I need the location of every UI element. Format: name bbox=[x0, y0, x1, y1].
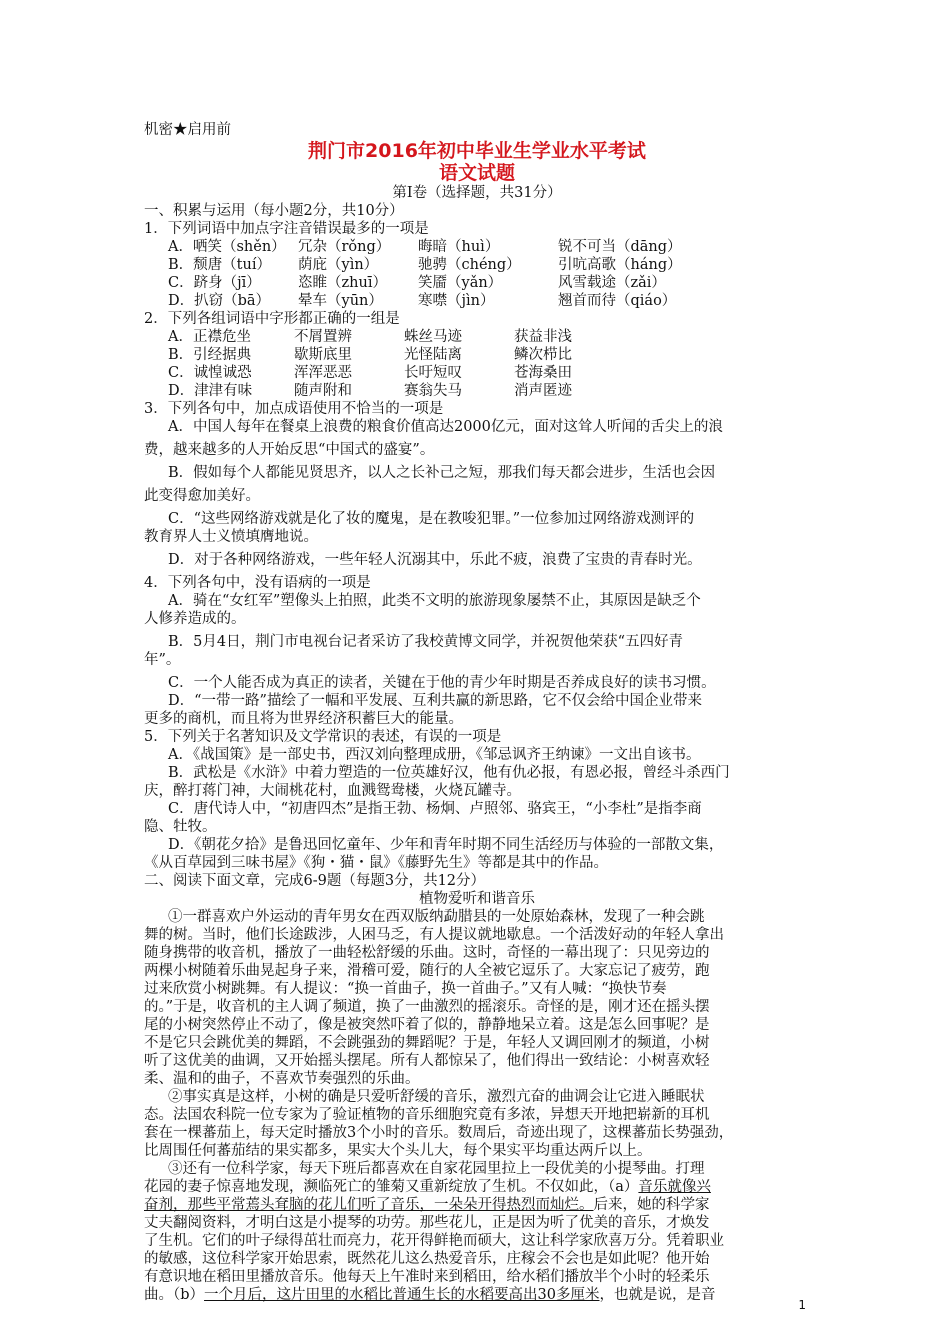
option-item: 蛛丝马迹 bbox=[404, 329, 462, 345]
option-item: D．津津有味 bbox=[168, 383, 253, 399]
paragraph-1-line: 不是它只会跳优美的舞蹈，不会跳强劲的舞蹈呢？于是，年轻人又调回刚才的频道，小树 bbox=[144, 1035, 710, 1051]
paragraph-3-text: ，也就是说，是音 bbox=[599, 1287, 716, 1303]
question-3-stem: 3．下列各句中，加点成语使用不恰当的一项是 bbox=[144, 401, 444, 417]
option-item: 寒噤（jìn） bbox=[418, 293, 495, 309]
q5-option-c: C．唐代诗人中，“初唐四杰”是指王勃、杨炯、卢照邻、骆宾王，“小李杜”是指李商 bbox=[168, 801, 702, 817]
option-item: 浑浑恶恶 bbox=[294, 365, 352, 381]
option-item: 不屑置辨 bbox=[294, 329, 352, 345]
paragraph-3-line: 的敏感，这位科学家开始思索，既然花儿这么热爱音乐，庄稼会不会也是如此呢？他开始 bbox=[144, 1251, 710, 1267]
paragraph-3-text: 曲。（b） bbox=[144, 1287, 205, 1303]
q2-option-b bbox=[144, 346, 810, 364]
option-item: 翘首而待（qiáo） bbox=[558, 293, 677, 309]
option-item: A．正襟危坐 bbox=[168, 329, 251, 345]
q3-option-c-cont: 教育界人士义愤填膺地说。 bbox=[144, 529, 318, 545]
q5-option-b: B．武松是《水浒》中着力塑造的一位英雄好汉，他有仇必报，有恩必报，曾经斗杀西门 bbox=[168, 765, 730, 781]
q5-option-d-cont: 《从百草园到三味书屋》《狗・猫・鼠》《藤野先生》等都是其中的作品。 bbox=[144, 855, 608, 871]
paragraph-3-line: 丈夫翻阅资料，才明白这是小提琴的功劳。那些花儿，正是因为听了优美的音乐，才焕发 bbox=[144, 1215, 710, 1231]
option-item: 恣睢（zhuī） bbox=[298, 275, 387, 291]
q2-option-c bbox=[144, 364, 810, 382]
option-item: 风雪载途（zǎi） bbox=[558, 275, 666, 291]
option-item: 获益非浅 bbox=[514, 329, 572, 345]
question-4-stem: 4．下列各句中，没有语病的一项是 bbox=[144, 575, 371, 591]
option-item: 光怪陆离 bbox=[404, 347, 462, 363]
q5-option-d: D．《朝花夕拾》是鲁迅回忆童年、少年和青年时期不同生活经历与体验的一部散文集， bbox=[168, 837, 724, 853]
option-item: D．扒窃（bā） bbox=[168, 293, 271, 309]
paragraph-3-text: 后来，她的科学家 bbox=[593, 1197, 710, 1213]
paragraph-1-line: ①一群喜欢户外运动的青年男女在西双版纳勐腊县的一处原始森林，发现了一种会跳 bbox=[168, 909, 705, 925]
article-title: 植物爱听和谐音乐 bbox=[419, 891, 535, 907]
q4-option-d-cont: 更多的商机，而且将为世界经济积蓄巨大的能量。 bbox=[144, 711, 463, 727]
paragraph-3-line: 了生机。它们的叶子绿得茁壮而亮力，花开得鲜艳而硕大，这让科学家欣喜万分。凭着职业 bbox=[144, 1233, 724, 1249]
option-item: B．颓唐（tuí） bbox=[168, 257, 271, 273]
option-item: 随声附和 bbox=[294, 383, 352, 399]
paragraph-2-line: ②事实真是这样，小树的确是只爱听舒缓的音乐，激烈亢奋的曲调会让它进入睡眠状 bbox=[168, 1089, 705, 1105]
paragraph-1-line: 听了这优美的曲调，又开始摇头摆尾。所有人都惊呆了，他们得出一致结论：小树喜欢轻 bbox=[144, 1053, 710, 1069]
question-2-stem: 2．下列各组词语中字形都正确的一组是 bbox=[144, 311, 400, 327]
option-item: C．诚惶诚恐 bbox=[168, 365, 252, 381]
q1-option-a bbox=[144, 238, 810, 256]
option-item: C．跻身（jī） bbox=[168, 275, 261, 291]
q3-option-a-cont: 费，越来越多的人开始反思“中国式的盛宴”。 bbox=[144, 442, 435, 458]
exam-title: 荆门市2016年初中毕业生学业水平考试 bbox=[308, 140, 646, 162]
part-heading: 第Ⅰ卷（选择题，共31分） bbox=[392, 185, 562, 201]
q5-option-c-cont: 隐、牡牧。 bbox=[144, 819, 217, 835]
q3-option-a: A．中国人每年在餐桌上浪费的粮食价值高达2000亿元，面对这耸人听闻的舌尖上的浪 bbox=[168, 419, 723, 435]
paragraph-1-line: 柔、温和的曲子，不喜欢节奏强烈的乐曲。 bbox=[144, 1071, 420, 1087]
paragraph-3-line: ③还有一位科学家，每天下班后都喜欢在自家花园里拉上一段优美的小提琴曲。打理 bbox=[168, 1161, 705, 1177]
option-item: B．引经据典 bbox=[168, 347, 252, 363]
option-item: 赛翁失马 bbox=[404, 383, 462, 399]
q4-option-b-cont: 年”。 bbox=[144, 652, 181, 668]
q2-option-a bbox=[144, 328, 810, 346]
q4-option-d: D．“一带一路”描绘了一幅和平发展、互利共赢的新思路，它不仅会给中国企业带来 bbox=[168, 693, 702, 709]
paragraph-2-line: 套在一棵蕃茄上，每天定时播放3个小时的音乐。数周后，奇迹出现了，这棵蕃茄长势强劲， bbox=[144, 1125, 734, 1141]
q3-option-b-cont: 此变得愈加美好。 bbox=[144, 488, 260, 504]
q1-option-b bbox=[144, 256, 810, 274]
paragraph-3-line bbox=[144, 1196, 810, 1214]
option-item: 苍海桑田 bbox=[514, 365, 572, 381]
confidential-label: 机密★启用前 bbox=[144, 122, 231, 138]
option-item: A．哂笑（shěn） bbox=[168, 239, 286, 255]
underlined-sentence-a: 音乐就像兴 bbox=[638, 1179, 711, 1195]
option-item: 锐不可当（dāng） bbox=[558, 239, 682, 255]
paragraph-3-line bbox=[144, 1286, 810, 1304]
option-item: 鳞次栉比 bbox=[514, 347, 572, 363]
q4-option-b: B．5月4日，荆门市电视台记者采访了我校黄博文同学，并祝贺他荣获“五四好青 bbox=[168, 634, 684, 650]
option-item: 冗杂（rǒng） bbox=[298, 239, 391, 255]
paragraph-1-line: 过来欣赏小树跳舞。有人提议：“换一首曲子，换一首曲子。”又有人喊：“换快节奏 bbox=[144, 981, 667, 997]
page-number: 1 bbox=[798, 1298, 806, 1312]
q1-option-d bbox=[144, 292, 810, 310]
q2-option-d bbox=[144, 382, 810, 400]
option-item: 晦暗（huì） bbox=[418, 239, 500, 255]
question-5-stem: 5．下列关于名著知识及文学常识的表述，有误的一项是 bbox=[144, 729, 502, 745]
option-item: 荫庇（yìn） bbox=[298, 257, 379, 273]
option-item: 引吭高歌（háng） bbox=[558, 257, 682, 273]
q4-option-c: C．一个人能否成为真正的读者，关键在于他的青少年时期是否养成良好的读书习惯。 bbox=[168, 675, 716, 691]
underlined-sentence-a-cont: 奋剂，那些平常蔫头耷脑的花儿们听了音乐，一朵朵开得热烈而灿烂。 bbox=[144, 1197, 594, 1213]
q4-option-a: A．骑在“女红军”塑像头上拍照，此类不文明的旅游现象屡禁不止，其原因是缺乏个 bbox=[168, 593, 701, 609]
question-1-stem: 1．下列词语中加点字注音错误最多的一项是 bbox=[144, 221, 429, 237]
section1-heading: 一、积累与运用（每小题2分，共10分） bbox=[144, 203, 404, 219]
paragraph-1-line: 两棵小树随着乐曲晃起身子来，滑稽可爱，随行的人全被它逗乐了。大家忘记了疲劳，跑 bbox=[144, 963, 710, 979]
underlined-sentence-b: 一个月后，这片田里的水稻比普通生长的水稻要高出30多厘米 bbox=[204, 1287, 600, 1303]
paragraph-3-text: 花园的妻子惊喜地发现，濒临死亡的雏菊又重新绽放了生机。不仅如此，（a） bbox=[144, 1179, 639, 1195]
q1-option-c bbox=[144, 274, 810, 292]
q3-option-d: D．对于各种网络游戏，一些年轻人沉溺其中，乐此不疲，浪费了宝贵的青春时光。 bbox=[168, 552, 702, 568]
option-item: 驰骋（chéng） bbox=[418, 257, 521, 273]
q3-option-c: C．“这些网络游戏就是化了妆的魔鬼，是在教唆犯罪。”一位参加过网络游戏测评的 bbox=[168, 511, 695, 527]
option-item: 笑靥（yǎn） bbox=[418, 275, 503, 291]
paragraph-1-line: 舞的树。当时，他们长途跋涉，人困马乏，有人提议就地歇息。一个活泼好动的年轻人拿出 bbox=[144, 927, 724, 943]
option-item: 消声匿迹 bbox=[514, 383, 572, 399]
paragraph-3-line: 有意识地在稻田里播放音乐。他每天上午准时来到稻田，给水稻们播放半个小时的轻柔乐 bbox=[144, 1269, 710, 1285]
paragraph-2-line: 态。法国农科院一位专家为了验证植物的音乐细胞究竟有多浓，异想天开地把崭新的耳机 bbox=[144, 1107, 710, 1123]
q5-option-a: A．《战国策》是一部史书，西汉刘向整理成册，《邹忌讽齐王纳谏》一文出自该书。 bbox=[168, 747, 701, 763]
paragraph-2-line: 比周围任何蕃茄结的果实都多，果实大个头儿大，每个果实平均重达两斤以上。 bbox=[144, 1143, 652, 1159]
option-item: 晕车（yūn） bbox=[298, 293, 383, 309]
option-item: 歇斯底里 bbox=[294, 347, 352, 363]
paragraph-3-line bbox=[144, 1178, 810, 1196]
option-item: 长吁短叹 bbox=[404, 365, 462, 381]
paragraph-1-line: 的。”于是，收音机的主人调了频道，换了一曲激烈的摇滚乐。奇怪的是，刚才还在摇头摆 bbox=[144, 999, 710, 1015]
exam-page bbox=[144, 120, 810, 1304]
section2-heading: 二、阅读下面文章，完成6-9题（每题3分，共12分） bbox=[144, 873, 486, 889]
q4-option-a-cont: 人修养造成的。 bbox=[144, 611, 246, 627]
q3-option-b: B．假如每个人都能见贤思齐，以人之长补己之短，那我们每天都会进步，生活也会因 bbox=[168, 465, 716, 481]
q5-option-b-cont: 庆，醉打蒋门神，大闹桃花村，血溅鸳鸯楼，火烧瓦罐寺。 bbox=[144, 783, 521, 799]
paragraph-1-line: 随身携带的收音机，播放了一曲轻松舒缓的乐曲。这时，奇怪的一幕出现了：只见旁边的 bbox=[144, 945, 710, 961]
exam-subtitle: 语文试题 bbox=[438, 162, 515, 184]
paragraph-1-line: 尾的小树突然停止不动了，像是被突然吓着了似的，静静地呆立着。这是怎么回事呢？是 bbox=[144, 1017, 710, 1033]
